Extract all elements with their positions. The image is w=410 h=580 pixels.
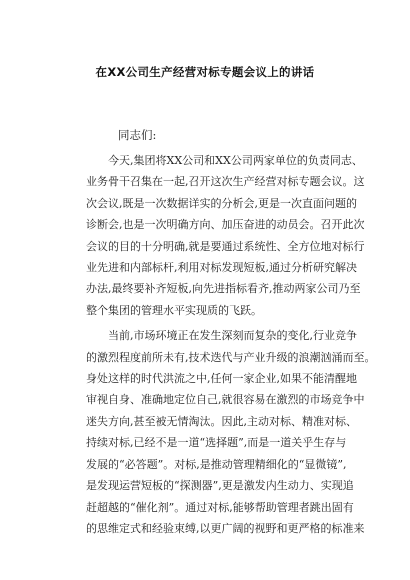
text-line: 办法,最终要补齐短板,向先进指标看齐,推动两家公司乃至 xyxy=(86,282,361,296)
text-line: 当前,市场环境正在发生深刻而复杂的变化,行业竞争 xyxy=(108,329,357,343)
paragraph-2 xyxy=(86,325,376,539)
text-line: 是发现运营短板的“探测器”,更是激发内生动力、实现追 xyxy=(86,479,354,493)
document-title: 在XX公司生产经营对标专题会议上的讲话 xyxy=(95,65,315,79)
text-line: 诊断会,也是一次明确方向、加压奋进的动员会。召开此次 xyxy=(86,218,365,232)
text-line: 业务骨干召集在一起,召开这次生产经营对标专题会议。这 xyxy=(86,175,365,189)
text-line: 赶超越的“催化剂”。通过对标,能够帮助管理者跳出固有 xyxy=(86,500,354,514)
paragraph-1 xyxy=(86,150,365,321)
text-line: 的思维定式和经验束缚,以更广阔的视野和更严格的标准来 xyxy=(86,521,365,535)
salutation: 同志们: xyxy=(118,128,157,142)
text-line: 业先进和内部标杆,利用对标发现短板,通过分析研究解决 xyxy=(86,261,357,275)
document-body xyxy=(86,150,376,543)
text-line: 迷失方向,甚至被无情淘汰。因此,主动对标、精准对标、 xyxy=(86,414,357,428)
text-line: 会议的目的十分明确,就是要通过系统性、全方位地对标行 xyxy=(86,239,365,253)
text-line: 今天,集团将XX公司和XX公司两家单位的负责同志、 xyxy=(108,154,363,167)
text-line: 审视自身、准确地定位自己,就很容易在激烈的市场竞争中 xyxy=(86,393,365,407)
text-line: 整个集团的管理水平实现质的飞跃。 xyxy=(86,303,262,317)
text-line: 次会议,既是一次数据详实的分析会,更是一次直面问题的 xyxy=(86,196,357,210)
text-line: 身处这样的时代洪流之中,任何一家企业,如果不能清醒地 xyxy=(86,372,357,386)
text-line: 持续对标,已经不是一道“选择题”,而是一道关乎生存与 xyxy=(86,436,347,450)
text-line: 发展的“必答题”。对标,是推动管理精细化的“显微镜”, xyxy=(86,457,347,471)
text-line: 的激烈程度前所未有,技术迭代与产业升级的浪潮汹涌而至。 xyxy=(86,350,376,364)
